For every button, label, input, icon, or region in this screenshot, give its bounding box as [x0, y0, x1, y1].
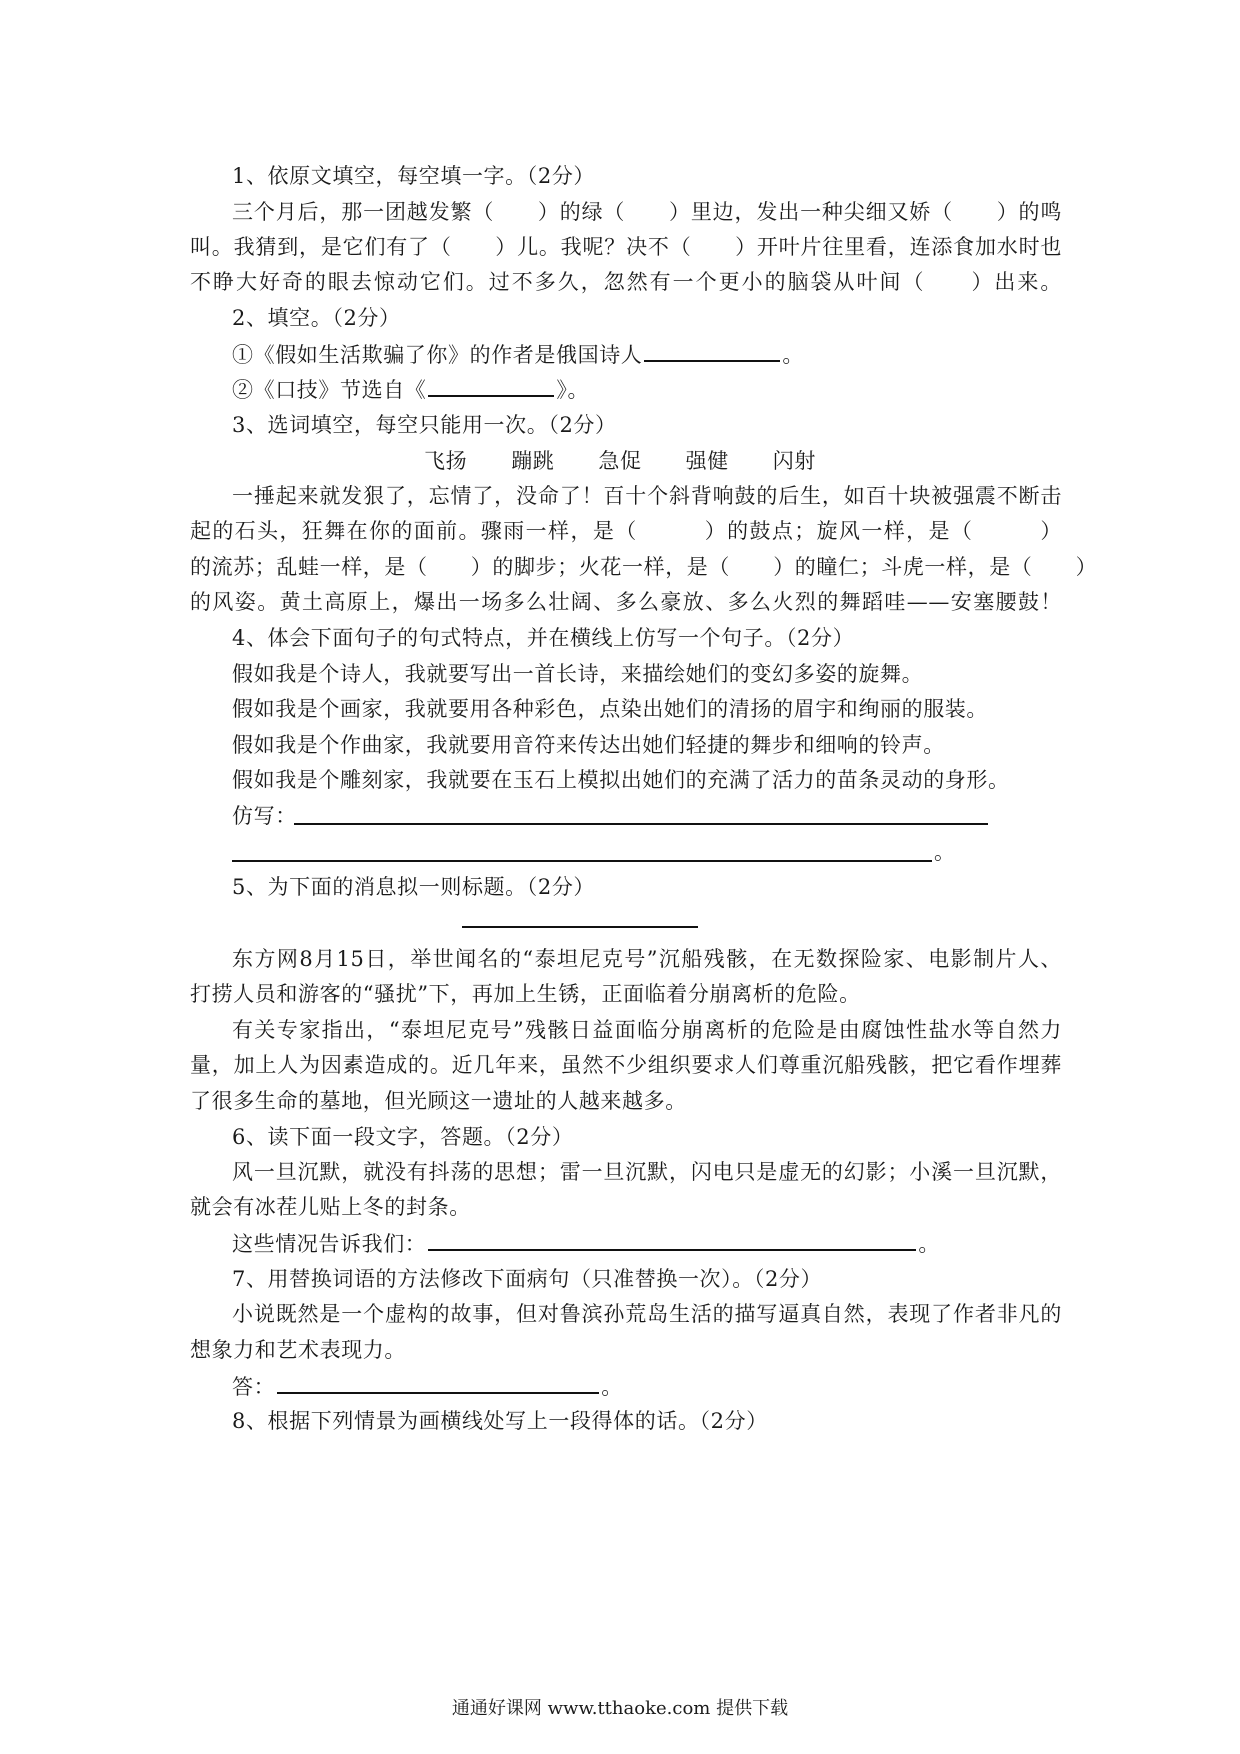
q6-answer-blank[interactable] [428, 1229, 916, 1251]
q7-line-1: 小说既然是一个虚构的故事，但对鲁滨孙荒岛生活的描写逼真自然，表现了作者非凡的 [232, 1302, 1062, 1326]
q2-item-1-blank[interactable] [644, 340, 780, 362]
q4-answer-end: 。 [934, 840, 956, 864]
q7-title: 7、用替换词语的方法修改下面病句（只准替换一次）。（2分） [232, 1267, 823, 1291]
q2-item-2-end: 》。 [556, 378, 590, 402]
q8-title: 8、根据下列情景为画横线处写上一段得体的话。（2分） [232, 1409, 768, 1433]
q5-line-5: 了很多生命的墓地，但光顾这一遗址的人越来越多。 [190, 1089, 687, 1113]
q3-word: 强健 [685, 449, 729, 473]
q2-item-1-end: 。 [782, 343, 805, 367]
q2-title: 2、填空。（2分） [232, 306, 401, 330]
q6-answer-end: 。 [918, 1232, 941, 1256]
q3-word-bank [0, 447, 1240, 475]
q2-item-2 [232, 375, 1112, 404]
q5-headline-blank[interactable] [462, 926, 698, 928]
q6-answer [232, 1229, 1112, 1258]
q6-line-1: 风一旦沉默，就没有抖荡的思想；雷一旦沉默，闪电只是虚无的幻影；小溪一旦沉默， [232, 1160, 1062, 1184]
q7-line-2: 想象力和艺术表现力。 [190, 1338, 406, 1362]
q1-line-2: 叫。我猜到，是它们有了（ ）儿。我呢？决不（ ）开叶片往里看，连添食加水时也 [190, 235, 1062, 259]
q7-answer-end: 。 [601, 1375, 623, 1399]
q7-answer-blank[interactable] [277, 1372, 599, 1394]
q6-answer-label: 这些情况告诉我们： [232, 1232, 427, 1256]
q3-word: 急促 [598, 449, 642, 473]
q4-sentence-4: 假如我是个雕刻家，我就要在玉石上模拟出她们的充满了活力的苗条灵动的身形。 [232, 768, 1010, 792]
q4-title: 4、体会下面句子的句式特点，并在横线上仿写一个句子。（2分） [232, 626, 855, 650]
page-footer: 通通好课网 www.tthaoke.com 提供下载 [451, 1698, 789, 1719]
q4-sentence-1: 假如我是个诗人，我就要写出一首长诗，来描绘她们的变幻多姿的旋舞。 [232, 662, 924, 686]
q7-answer-label: 答： [232, 1375, 276, 1399]
q2-item-1-text: ①《假如生活欺骗了你》的作者是俄国诗人 [232, 343, 643, 367]
q6-title: 6、读下面一段文字，答题。（2分） [232, 1125, 574, 1149]
q3-word: 蹦跳 [511, 449, 555, 473]
q7-answer [232, 1372, 1112, 1401]
q5-line-1: 东方网8月15日，举世闻名的“泰坦尼克号”沉船残骸，在无数探险家、电影制片人、 [232, 947, 1062, 971]
q3-word: 飞扬 [423, 449, 468, 473]
q5-line-4: 量，加上人为因素造成的。近几年来，虽然不少组织要求人们尊重沉船残骸，把它看作埋葬 [190, 1053, 1062, 1077]
q4-answer-label: 仿写： [232, 804, 297, 828]
q4-sentence-2: 假如我是个画家，我就要用各种彩色，点染出她们的清扬的眉宇和绚丽的服装。 [232, 697, 988, 721]
q6-line-2: 就会有冰茬儿贴上冬的封条。 [190, 1195, 471, 1219]
q2-item-2-text: ②《口技》节选自《 [232, 378, 427, 402]
q4-answer-line-2[interactable] [232, 860, 932, 862]
q3-title: 3、选词填空，每空只能用一次。（2分） [232, 413, 617, 437]
q3-line-1: 一捶起来就发狠了，忘情了，没命了！百十个斜背响鼓的后生，如百十块被强震不断击 [232, 484, 1062, 508]
q3-line-2: 起的石头，狂舞在你的面前。骤雨一样，是（ ）的鼓点；旋风一样，是（ ） [190, 519, 1062, 543]
q4-sentence-3: 假如我是个作曲家，我就要用音符来传达出她们轻捷的舞步和细响的铃声。 [232, 733, 945, 757]
q5-line-2: 打捞人员和游客的“骚扰”下，再加上生锈，正面临着分崩离析的危险。 [190, 982, 861, 1006]
q5-line-3: 有关专家指出，“泰坦尼克号”残骸日益面临分崩离析的危险是由腐蚀性盐水等自然力 [232, 1018, 1062, 1042]
q1-title: 1、依原文填空，每空填一字。（2分） [232, 164, 596, 188]
q5-title: 5、为下面的消息拟一则标题。（2分） [232, 875, 596, 899]
q1-line-1: 三个月后，那一团越发繁（ ）的绿（ ）里边，发出一种尖细又娇（ ）的鸣 [232, 200, 1062, 224]
q3-word: 闪射 [772, 449, 816, 473]
q3-line-3: 的流苏；乱蛙一样，是（ ）的脚步；火花一样，是（ ）的瞳仁；斗虎一样，是（ ） [190, 555, 1098, 579]
q1-line-3: 不睁大好奇的眼去惊动它们。过不多久，忽然有一个更小的脑袋从叶间（ ）出来。 [190, 270, 1062, 294]
q2-item-2-blank[interactable] [428, 375, 554, 397]
q4-answer-line-1[interactable] [294, 823, 988, 825]
q2-item-1 [232, 340, 1112, 369]
q3-line-4: 的风姿。黄土高原上，爆出一场多么壮阔、多么豪放、多么火烈的舞蹈哇——安塞腰鼓！ [190, 590, 1062, 614]
